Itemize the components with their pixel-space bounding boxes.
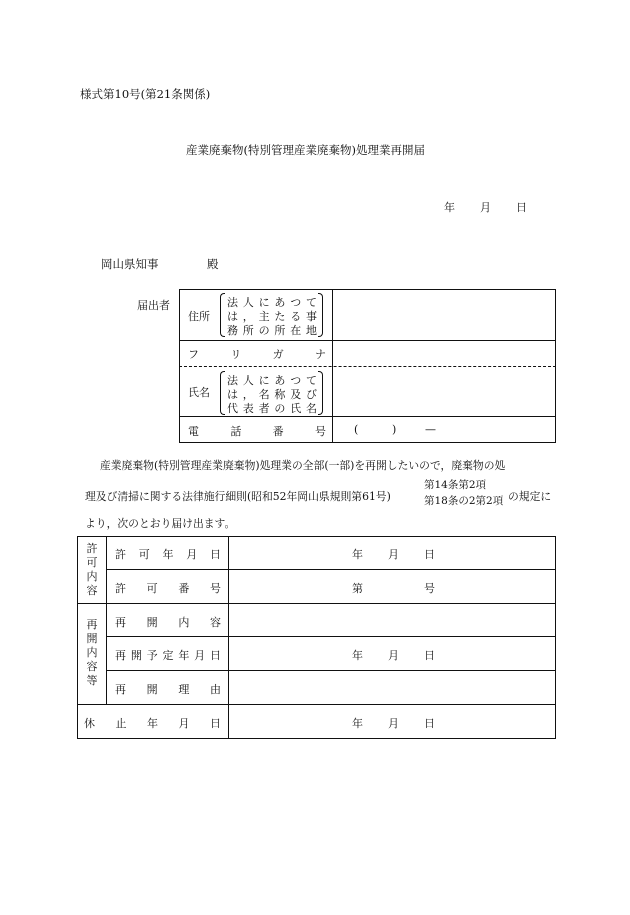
- permit-date-day: 日: [424, 548, 435, 561]
- permit-number-char: 許: [115, 582, 126, 595]
- name-note-1: 法 人 に あ つ て: [227, 374, 317, 387]
- resume-reason-char: 開: [146, 683, 158, 696]
- permit-date-char: 年: [162, 548, 174, 561]
- resume-date-year: 年: [352, 649, 363, 662]
- permit-group-char: 内: [86, 570, 98, 583]
- resume-content-char: 容: [209, 616, 221, 629]
- phone-label-char: 電: [188, 425, 199, 438]
- permit-number-char: 番: [178, 582, 190, 595]
- resume-content-char: 開: [146, 616, 158, 629]
- body-text-line3: より，次のとおり届け出ます。: [85, 517, 236, 530]
- phone-close-paren: ): [392, 423, 397, 436]
- furigana-input[interactable]: [334, 342, 554, 365]
- resume-date-char: 日: [209, 649, 221, 662]
- resume-date-char: 再: [115, 649, 126, 662]
- suspend-date-input[interactable]: [230, 706, 554, 737]
- resume-group-char: 容: [86, 660, 98, 673]
- date-year-label: 年: [444, 201, 455, 214]
- phone-label-char: 号: [314, 425, 326, 438]
- name-note-2: は ， 名 称 及 び: [227, 388, 317, 401]
- main-table-right: [555, 536, 556, 739]
- main-table-group-divider: [106, 536, 107, 704]
- main-table-left: [77, 536, 78, 739]
- name-note-3: 代 表 者 の 氏 名: [227, 402, 317, 415]
- permit-date-char: 可: [138, 548, 150, 561]
- applicant-table-mid: [332, 289, 333, 443]
- date-month-label: 月: [480, 201, 491, 214]
- applicant-table-furigana-divider: [179, 366, 556, 367]
- resume-date-input[interactable]: [230, 638, 554, 669]
- permit-number-char: 可: [146, 582, 158, 595]
- applicant-label: 届出者: [137, 299, 170, 312]
- suspend-date-month: 月: [388, 717, 399, 730]
- resume-date-char: 年: [178, 649, 190, 662]
- name-label: 氏名: [188, 386, 210, 399]
- furigana-char: ナ: [314, 348, 326, 361]
- applicant-table-row3-bottom: [179, 416, 556, 417]
- permit-number-char: 号: [209, 582, 221, 595]
- main-table-row3-bottom: [106, 636, 556, 637]
- address-note-line: [227, 294, 317, 308]
- applicant-table-top: [179, 289, 556, 290]
- body-text-line2-suffix: の規定に: [508, 490, 552, 503]
- phone-label-char: 話: [230, 425, 242, 438]
- permit-group-label: [85, 542, 99, 598]
- date-day-label: 日: [516, 201, 527, 214]
- main-table-top: [77, 536, 556, 537]
- document-title: 産業廃棄物(特別管理産業廃棄物)処理業再開届: [186, 143, 425, 157]
- suspend-date-char: 日: [210, 717, 221, 730]
- name-note-bracket-left: [220, 371, 225, 415]
- permit-group-char: 可: [86, 556, 98, 569]
- permit-date-label: [115, 546, 221, 562]
- phone-dash: —: [425, 423, 436, 436]
- resume-date-month: 月: [388, 649, 399, 662]
- address-note-1: 法 人 に あ つ て: [227, 296, 317, 309]
- form-number: 様式第10号(第21条関係): [80, 87, 211, 101]
- main-table-row5-bottom: [77, 704, 556, 705]
- address-note-3: 務 所 の 所 在 地: [227, 324, 317, 337]
- permit-number-suffix: 号: [424, 582, 435, 595]
- applicant-table-row1-bottom: [179, 340, 556, 341]
- main-table-row2-bottom: [77, 603, 556, 604]
- main-table-row4-bottom: [106, 670, 556, 671]
- suspend-date-char: 休: [84, 717, 95, 730]
- permit-date-input[interactable]: [230, 538, 554, 568]
- permit-date-char: 月: [186, 548, 198, 561]
- body-text-ref-bottom: 第18条の2第2項: [424, 495, 504, 507]
- suspend-date-year: 年: [352, 717, 363, 730]
- applicant-table-left: [179, 289, 180, 443]
- permit-group-char: 容: [86, 584, 98, 597]
- phone-input[interactable]: [334, 418, 554, 441]
- resume-reason-label: [115, 681, 221, 697]
- main-table-row1-bottom: [106, 569, 556, 570]
- phone-label: [188, 423, 326, 439]
- resume-group-char: 等: [86, 674, 98, 687]
- furigana-char: フ: [188, 348, 199, 361]
- resume-reason-input[interactable]: [230, 672, 554, 703]
- furigana-char: ガ: [272, 348, 284, 361]
- phone-label-char: 番: [272, 425, 284, 438]
- address-note-bracket-left: [220, 293, 225, 337]
- resume-date-day: 日: [424, 649, 435, 662]
- body-text-ref-top: 第14条第2項: [424, 479, 487, 491]
- resume-date-char: 予: [146, 649, 158, 662]
- phone-open-paren: (: [354, 423, 359, 436]
- name-note-bracket-right: [318, 371, 323, 415]
- resume-content-label: [115, 614, 221, 630]
- addressee-honorific: 殿: [207, 257, 219, 271]
- address-note-2: は ， 主 た る 事: [227, 310, 317, 323]
- body-text-line1: 産業廃棄物(特別管理産業廃棄物)処理業の全部(一部)を再開したいので，廃棄物の処: [100, 459, 506, 472]
- resume-reason-char: 由: [209, 683, 221, 696]
- suspend-date-char: 月: [178, 717, 190, 730]
- main-table-bottom: [77, 738, 556, 739]
- resume-group-char: 内: [86, 646, 98, 659]
- resume-date-char: 定: [162, 649, 174, 662]
- address-note-bracket-right: [318, 293, 323, 337]
- resume-content-char: 内: [178, 616, 190, 629]
- resume-content-input[interactable]: [230, 605, 554, 635]
- resume-reason-char: 理: [178, 683, 190, 696]
- addressee-governor: 岡山県知事: [101, 257, 159, 271]
- resume-group-char: 再: [86, 618, 98, 631]
- permit-date-year: 年: [352, 548, 363, 561]
- furigana-char: リ: [230, 348, 242, 361]
- suspend-date-label: [84, 715, 221, 731]
- body-text-line2-prefix: 理及び清掃に関する法律施行細則(昭和52年岡山県規則第61号): [85, 490, 391, 503]
- suspend-date-char: 年: [147, 717, 158, 730]
- resume-date-label: [115, 647, 221, 663]
- permit-date-char: 許: [115, 548, 126, 561]
- permit-date-month: 月: [388, 548, 399, 561]
- main-table-label-divider: [228, 536, 229, 739]
- applicant-table-right: [555, 289, 556, 443]
- resume-date-char: 月: [194, 649, 206, 662]
- name-input[interactable]: [334, 368, 554, 415]
- permit-number-input[interactable]: [230, 571, 554, 601]
- permit-number-prefix: 第: [352, 582, 363, 595]
- permit-number-label: [115, 580, 221, 596]
- resume-reason-char: 再: [115, 683, 126, 696]
- address-label: 住所: [188, 310, 210, 323]
- permit-date-char: 日: [210, 548, 221, 561]
- resume-content-char: 再: [115, 616, 126, 629]
- resume-group-label: [85, 618, 99, 688]
- address-input[interactable]: [334, 291, 554, 339]
- applicant-table-bottom: [179, 442, 556, 443]
- permit-group-char: 許: [86, 542, 98, 555]
- resume-date-char: 開: [130, 649, 142, 662]
- furigana-label: [188, 346, 326, 362]
- suspend-date-day: 日: [424, 717, 435, 730]
- resume-group-char: 開: [86, 632, 98, 645]
- suspend-date-char: 止: [115, 717, 127, 730]
